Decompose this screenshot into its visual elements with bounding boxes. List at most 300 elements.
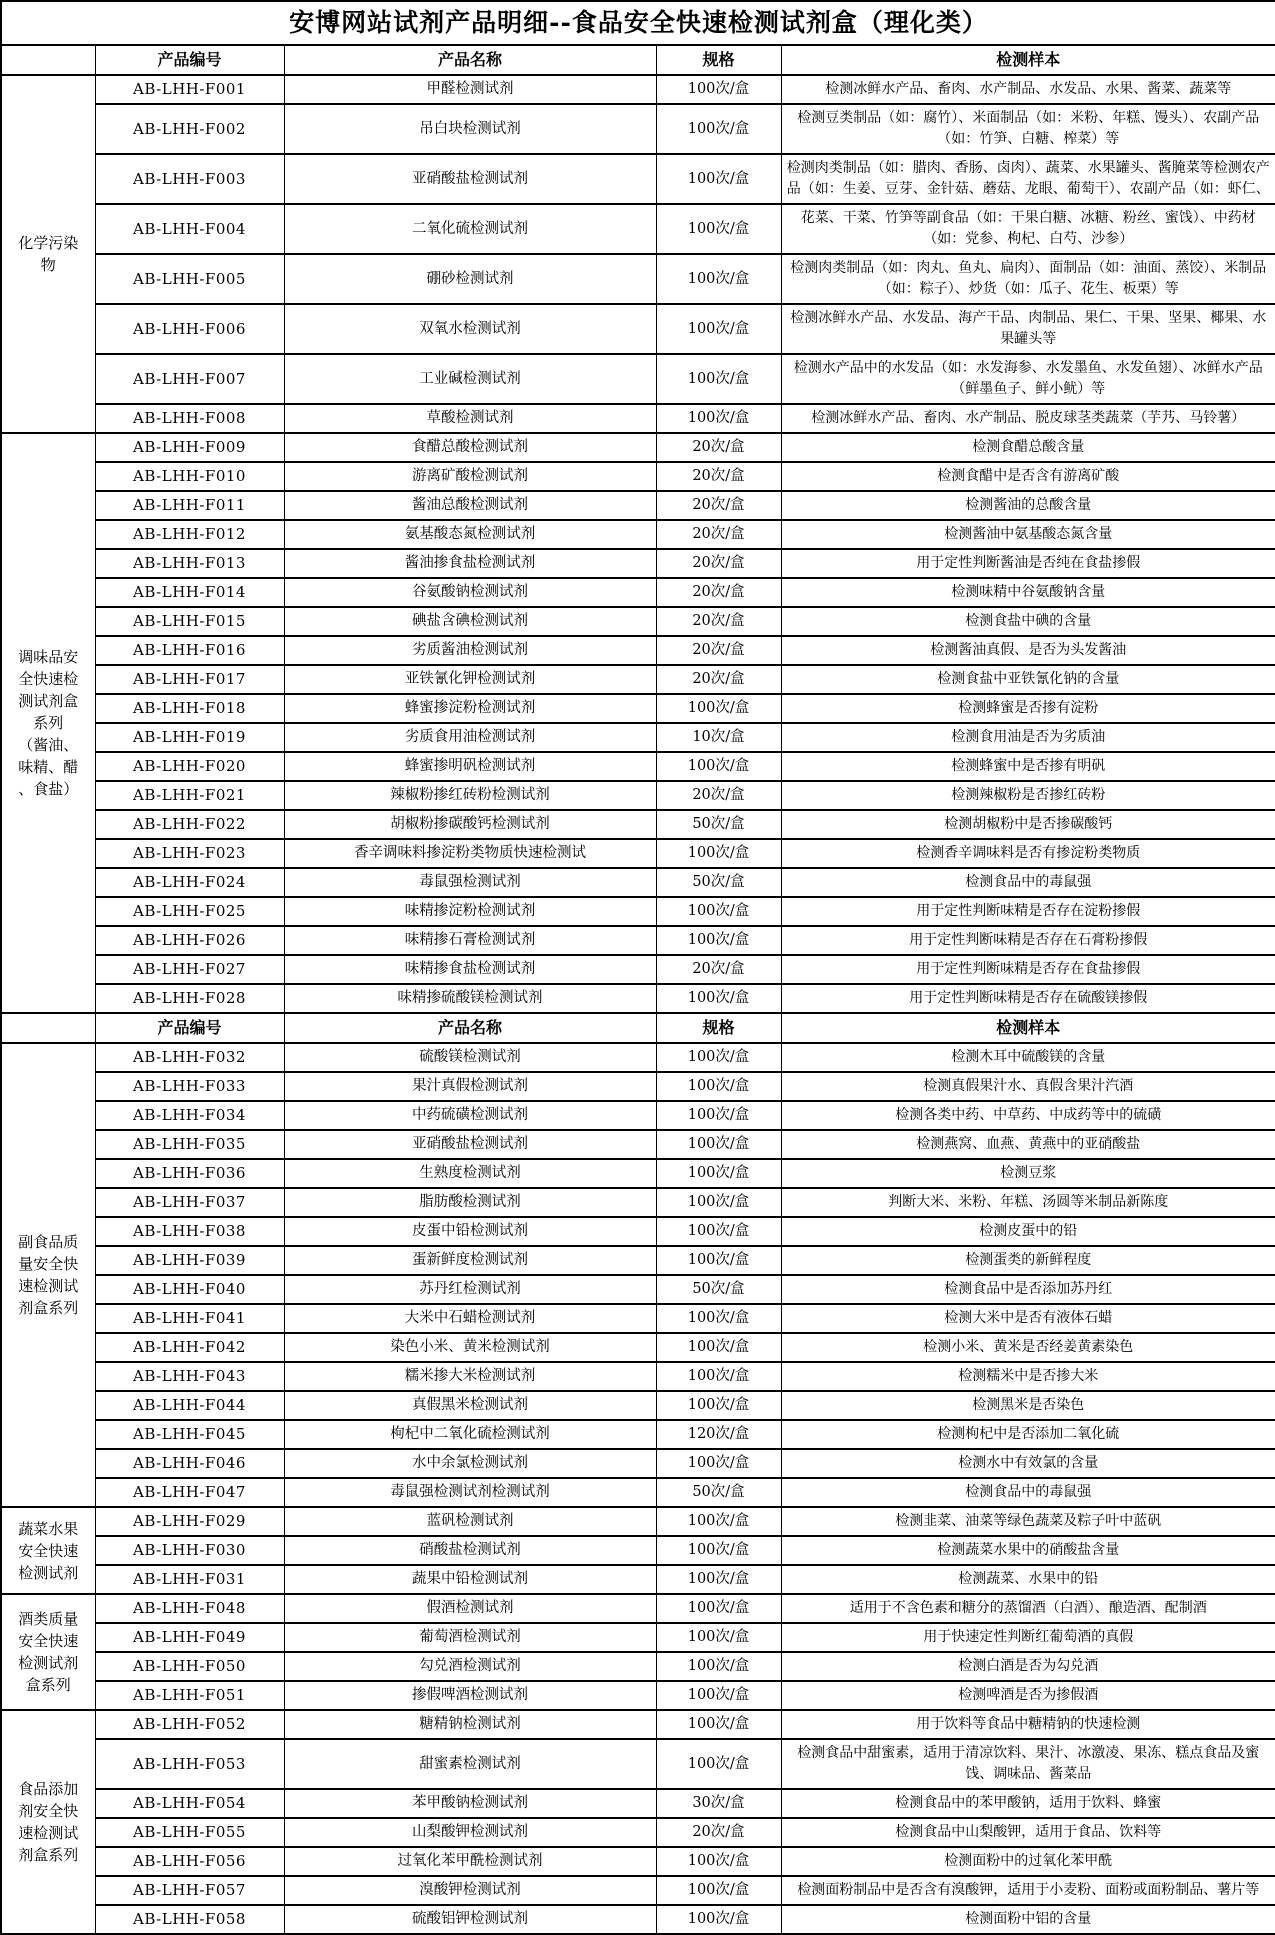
sample-cell: 检测冰鲜水产品、畜肉、水产制品、水发品、水果、酱菜、蔬菜等 [781, 75, 1275, 104]
category-column-header-cell [1, 1013, 95, 1043]
product-code-cell: AB-LHH-F051 [95, 1681, 284, 1710]
column-header-row [1, 45, 1275, 75]
spec-cell: 100次/盒 [656, 1565, 781, 1594]
product-code-cell: AB-LHH-F044 [95, 1391, 284, 1420]
product-code-cell: AB-LHH-F006 [95, 304, 284, 354]
table-row [1, 1710, 1275, 1739]
category-label-line: 食品添加 [18, 1780, 79, 1798]
sample-cell: 检测香辛调味料是否有掺淀粉类物质 [781, 839, 1275, 868]
spec-cell: 100次/盒 [656, 839, 781, 868]
sample-cell: 用于定性判断味精是否存在石膏粉掺假 [781, 926, 1275, 955]
product-code-cell: AB-LHH-F008 [95, 404, 284, 433]
sample-cell: 用于快速定性判断红葡萄酒的真假 [781, 1623, 1275, 1652]
product-name-cell: 游离矿酸检测试剂 [284, 462, 656, 491]
spec-cell: 20次/盒 [656, 520, 781, 549]
table-row [1, 1217, 1275, 1246]
table-row [1, 868, 1275, 897]
table-row [1, 694, 1275, 723]
spec-cell: 100次/盒 [656, 1876, 781, 1905]
column-header-1: 产品名称 [284, 45, 656, 75]
product-code-cell: AB-LHH-F028 [95, 984, 284, 1013]
product-name-cell: 过氧化苯甲酰检测试剂 [284, 1847, 656, 1876]
title-row [1, 1, 1275, 45]
spec-cell: 100次/盒 [656, 1188, 781, 1217]
product-name-cell: 吊白块检测试剂 [284, 104, 656, 154]
spec-cell: 100次/盒 [656, 1304, 781, 1333]
spec-cell: 100次/盒 [656, 926, 781, 955]
sample-cell: 检测水产品中的水发品（如：水发海参、水发墨鱼、水发鱼翅）、冰鲜水产品（鲜墨鱼子、鲜小鱿）等 [781, 354, 1275, 404]
product-code-cell: AB-LHH-F034 [95, 1101, 284, 1130]
product-code-cell: AB-LHH-F043 [95, 1362, 284, 1391]
sample-cell: 检测木耳中硫酸镁的含量 [781, 1043, 1275, 1072]
table-row [1, 1188, 1275, 1217]
product-code-cell: AB-LHH-F045 [95, 1420, 284, 1449]
sample-cell: 检测食品中的毒鼠强 [781, 1478, 1275, 1507]
sample-cell: 检测辣椒粉是否掺红砖粉 [781, 781, 1275, 810]
category-label-line: 化学污染 [18, 234, 79, 252]
sample-cell: 检测蔬菜水果中的硝酸盐含量 [781, 1536, 1275, 1565]
spec-cell: 50次/盒 [656, 1478, 781, 1507]
spec-cell: 100次/盒 [656, 1623, 781, 1652]
spec-cell: 100次/盒 [656, 354, 781, 404]
product-name-cell: 蜂蜜掺明矾检测试剂 [284, 752, 656, 781]
category-label-line: 盒系列 [25, 1676, 71, 1694]
table-row [1, 154, 1275, 204]
table-row [1, 636, 1275, 665]
table-row [1, 810, 1275, 839]
product-name-cell: 硫酸铝钾检测试剂 [284, 1905, 656, 1934]
table-row [1, 520, 1275, 549]
category-column-header-cell [1, 45, 95, 75]
spec-cell: 100次/盒 [656, 1710, 781, 1739]
sample-cell: 检测肉类制品（如：肉丸、鱼丸、扁肉）、面制品（如：油面、蒸饺）、米制品（如：粽子）、炒货（如：瓜子、花生、板栗）等 [781, 254, 1275, 304]
product-code-cell: AB-LHH-F056 [95, 1847, 284, 1876]
table-row [1, 1536, 1275, 1565]
table-row [1, 1449, 1275, 1478]
product-name-cell: 蓝矾检测试剂 [284, 1507, 656, 1536]
product-code-cell: AB-LHH-F037 [95, 1188, 284, 1217]
product-name-cell: 硝酸盐检测试剂 [284, 1536, 656, 1565]
product-name-cell: 糖精钠检测试剂 [284, 1710, 656, 1739]
product-code-cell: AB-LHH-F029 [95, 1507, 284, 1536]
category-label-line: 物 [40, 256, 56, 274]
sample-cell: 检测啤酒是否为掺假酒 [781, 1681, 1275, 1710]
table-row [1, 1333, 1275, 1362]
spec-cell: 100次/盒 [656, 1507, 781, 1536]
sample-cell: 检测韭菜、油菜等绿色蔬菜及粽子叶中蓝矾 [781, 1507, 1275, 1536]
product-name-cell: 酱油掺食盐检测试剂 [284, 549, 656, 578]
spec-cell: 50次/盒 [656, 1275, 781, 1304]
product-name-cell: 山梨酸钾检测试剂 [284, 1818, 656, 1847]
sample-cell: 检测蜂蜜中是否掺有明矾 [781, 752, 1275, 781]
product-code-cell: AB-LHH-F001 [95, 75, 284, 104]
table-row [1, 984, 1275, 1013]
product-code-cell: AB-LHH-F057 [95, 1876, 284, 1905]
sample-cell: 用于定性判断味精是否存在硫酸镁掺假 [781, 984, 1275, 1013]
table-row [1, 1391, 1275, 1420]
table-row [1, 204, 1275, 254]
sample-cell: 检测食品中是否添加苏丹红 [781, 1275, 1275, 1304]
spec-cell: 100次/盒 [656, 1739, 781, 1789]
product-name-cell: 双氧水检测试剂 [284, 304, 656, 354]
category-label-line: （酱油、 [18, 736, 79, 754]
product-name-cell: 劣质食用油检测试剂 [284, 723, 656, 752]
spec-cell: 20次/盒 [656, 1818, 781, 1847]
sample-cell: 用于定性判断味精是否存在淀粉掺假 [781, 897, 1275, 926]
product-name-cell: 碘盐含碘检测试剂 [284, 607, 656, 636]
sample-cell: 检测酱油的总酸含量 [781, 491, 1275, 520]
product-name-cell: 工业碱检测试剂 [284, 354, 656, 404]
category-label-line: 全快速检 [18, 670, 79, 688]
product-code-cell: AB-LHH-F040 [95, 1275, 284, 1304]
product-code-cell: AB-LHH-F007 [95, 354, 284, 404]
table-row [1, 1818, 1275, 1847]
product-name-cell: 胡椒粉掺碳酸钙检测试剂 [284, 810, 656, 839]
product-name-cell: 蜂蜜掺淀粉检测试剂 [284, 694, 656, 723]
product-name-cell: 味精掺淀粉检测试剂 [284, 897, 656, 926]
category-label-line: 速检测试 [18, 1277, 79, 1295]
category-label-line: 剂安全快 [18, 1802, 79, 1820]
spec-cell: 100次/盒 [656, 984, 781, 1013]
spec-cell: 20次/盒 [656, 665, 781, 694]
table-row [1, 1623, 1275, 1652]
product-name-cell: 味精掺石膏检测试剂 [284, 926, 656, 955]
spec-cell: 100次/盒 [656, 1130, 781, 1159]
spec-cell: 20次/盒 [656, 636, 781, 665]
category-label-line: 测试剂盒 [18, 692, 79, 710]
category-label-line: 剂盒系列 [18, 1299, 79, 1317]
product-code-cell: AB-LHH-F058 [95, 1905, 284, 1934]
spec-cell: 100次/盒 [656, 404, 781, 433]
product-code-cell: AB-LHH-F022 [95, 810, 284, 839]
product-name-cell: 染色小米、黄米检测试剂 [284, 1333, 656, 1362]
table-row [1, 752, 1275, 781]
sample-cell: 检测食用油是否为劣质油 [781, 723, 1275, 752]
category-label-line: 量安全快 [18, 1255, 79, 1273]
spec-cell: 100次/盒 [656, 1101, 781, 1130]
product-name-cell: 氨基酸态氮检测试剂 [284, 520, 656, 549]
table-body [1, 1, 1275, 1934]
column-header-3: 检测样本 [781, 1013, 1275, 1043]
table-row [1, 926, 1275, 955]
table-row [1, 433, 1275, 462]
spec-cell: 100次/盒 [656, 204, 781, 254]
table-row [1, 1130, 1275, 1159]
sample-cell: 用于饮料等食品中糖精钠的快速检测 [781, 1710, 1275, 1739]
product-code-cell: AB-LHH-F036 [95, 1159, 284, 1188]
table-row [1, 607, 1275, 636]
product-code-cell: AB-LHH-F014 [95, 578, 284, 607]
product-name-cell: 枸杞中二氧化硫检测试剂 [284, 1420, 656, 1449]
product-code-cell: AB-LHH-F009 [95, 433, 284, 462]
product-code-cell: AB-LHH-F052 [95, 1710, 284, 1739]
category-label-line: 速检测试 [18, 1824, 79, 1842]
table-row [1, 1652, 1275, 1681]
product-code-cell: AB-LHH-F004 [95, 204, 284, 254]
category-cell [1, 1594, 95, 1710]
sample-cell: 检测面粉中的过氧化苯甲酰 [781, 1847, 1275, 1876]
category-cell [1, 1507, 95, 1594]
product-code-cell: AB-LHH-F013 [95, 549, 284, 578]
product-code-cell: AB-LHH-F041 [95, 1304, 284, 1333]
category-cell [1, 1043, 95, 1507]
table-row [1, 1362, 1275, 1391]
product-code-cell: AB-LHH-F054 [95, 1789, 284, 1818]
spec-cell: 100次/盒 [656, 1681, 781, 1710]
product-name-cell: 甜蜜素检测试剂 [284, 1739, 656, 1789]
spec-cell: 50次/盒 [656, 810, 781, 839]
product-code-cell: AB-LHH-F020 [95, 752, 284, 781]
product-name-cell: 硼砂检测试剂 [284, 254, 656, 304]
product-code-cell: AB-LHH-F025 [95, 897, 284, 926]
spec-cell: 100次/盒 [656, 897, 781, 926]
column-header-3: 检测样本 [781, 45, 1275, 75]
product-name-cell: 勾兑酒检测试剂 [284, 1652, 656, 1681]
sample-cell: 用于定性判断酱油是否纯在食盐掺假 [781, 549, 1275, 578]
column-header-1: 产品名称 [284, 1013, 656, 1043]
sample-cell: 检测白酒是否为勾兑酒 [781, 1652, 1275, 1681]
table-row [1, 1159, 1275, 1188]
product-name-cell: 果汁真假检测试剂 [284, 1072, 656, 1101]
spec-cell: 100次/盒 [656, 1652, 781, 1681]
table-row [1, 897, 1275, 926]
table-row [1, 462, 1275, 491]
column-header-0: 产品编号 [95, 45, 284, 75]
category-cell [1, 75, 95, 433]
sample-cell: 检测胡椒粉中是否掺碳酸钙 [781, 810, 1275, 839]
product-name-cell: 糯米掺大米检测试剂 [284, 1362, 656, 1391]
spec-cell: 100次/盒 [656, 304, 781, 354]
product-code-cell: AB-LHH-F021 [95, 781, 284, 810]
category-label-line: 安全快速 [18, 1541, 79, 1560]
category-label-line: 剂盒系列 [18, 1846, 79, 1864]
sample-cell: 检测面粉制品中是否含有溴酸钾，适用于小麦粉、面粉或面粉制品、薯片等 [781, 1876, 1275, 1905]
spec-cell: 100次/盒 [656, 1449, 781, 1478]
spec-cell: 100次/盒 [656, 104, 781, 154]
sample-cell: 检测酱油中氨基酸态氮含量 [781, 520, 1275, 549]
spec-cell: 100次/盒 [656, 154, 781, 204]
product-name-cell: 辣椒粉掺红砖粉检测试剂 [284, 781, 656, 810]
sample-cell: 检测食品中甜蜜素，适用于清凉饮料、果汁、冰激凌、果冻、糕点食品及蜜饯、调味品、酱菜品 [781, 1739, 1275, 1789]
product-code-cell: AB-LHH-F053 [95, 1739, 284, 1789]
sample-cell: 花菜、干菜、竹笋等副食品（如：干果白糖、冰糖、粉丝、蜜饯）、中药材（如：党参、枸杞、白芍、沙参） [781, 204, 1275, 254]
product-code-cell: AB-LHH-F032 [95, 1043, 284, 1072]
product-name-cell: 苏丹红检测试剂 [284, 1275, 656, 1304]
spec-cell: 100次/盒 [656, 1217, 781, 1246]
sample-cell: 检测小米、黄米是否经姜黄素染色 [781, 1333, 1275, 1362]
category-label-line: 副食品质 [18, 1233, 79, 1251]
category-label-line: 安全快速 [18, 1632, 79, 1650]
spec-cell: 20次/盒 [656, 462, 781, 491]
spec-cell: 100次/盒 [656, 1847, 781, 1876]
product-code-cell: AB-LHH-F026 [95, 926, 284, 955]
product-name-cell: 劣质酱油检测试剂 [284, 636, 656, 665]
table-row [1, 1304, 1275, 1333]
product-name-cell: 亚硝酸盐检测试剂 [284, 1130, 656, 1159]
product-code-cell: AB-LHH-F050 [95, 1652, 284, 1681]
sample-cell: 检测豆类制品（如：腐竹）、米面制品（如：米粉、年糕、馒头）、农副产品（如：竹笋、白糖、榨菜）等 [781, 104, 1275, 154]
table-row [1, 1420, 1275, 1449]
table-row [1, 491, 1275, 520]
spec-cell: 20次/盒 [656, 955, 781, 984]
sample-cell: 检测食盐中亚铁氰化钠的含量 [781, 665, 1275, 694]
product-name-cell: 二氧化硫检测试剂 [284, 204, 656, 254]
column-header-2: 规格 [656, 45, 781, 75]
product-name-cell: 谷氨酸钠检测试剂 [284, 578, 656, 607]
spec-cell: 100次/盒 [656, 1391, 781, 1420]
category-cell [1, 433, 95, 1013]
product-code-cell: AB-LHH-F042 [95, 1333, 284, 1362]
product-name-cell: 草酸检测试剂 [284, 404, 656, 433]
category-label-line: 蔬菜水果 [18, 1519, 79, 1538]
spec-cell: 50次/盒 [656, 868, 781, 897]
table-row [1, 1739, 1275, 1789]
product-code-cell: AB-LHH-F030 [95, 1536, 284, 1565]
sample-cell: 检测冰鲜水产品、水发品、海产干品、肉制品、果仁、干果、坚果、椰果、水果罐头等 [781, 304, 1275, 354]
product-code-cell: AB-LHH-F010 [95, 462, 284, 491]
product-code-cell: AB-LHH-F047 [95, 1478, 284, 1507]
sample-cell: 检测水中有效氯的含量 [781, 1449, 1275, 1478]
table-row [1, 955, 1275, 984]
product-name-cell: 亚硝酸盐检测试剂 [284, 154, 656, 204]
sample-cell: 检测蔬菜、水果中的铅 [781, 1565, 1275, 1594]
column-header-0: 产品编号 [95, 1013, 284, 1043]
sample-cell: 检测食醋中是否含有游离矿酸 [781, 462, 1275, 491]
product-code-cell: AB-LHH-F015 [95, 607, 284, 636]
table-row [1, 1101, 1275, 1130]
spec-cell: 100次/盒 [656, 694, 781, 723]
spec-cell: 100次/盒 [656, 1362, 781, 1391]
product-name-cell: 苯甲酸钠检测试剂 [284, 1789, 656, 1818]
table-row [1, 1905, 1275, 1934]
category-label-line: 检测试剂 [18, 1654, 79, 1672]
spec-cell: 100次/盒 [656, 752, 781, 781]
sample-cell: 检测冰鲜水产品、畜肉、水产制品、脱皮球茎类蔬菜（芋艿、马铃薯） [781, 404, 1275, 433]
category-label-line: 、食盐） [18, 780, 79, 798]
spec-cell: 100次/盒 [656, 1333, 781, 1362]
table-row [1, 1681, 1275, 1710]
sample-cell: 检测皮蛋中的铅 [781, 1217, 1275, 1246]
sample-cell: 用于定性判断味精是否存在食盐掺假 [781, 955, 1275, 984]
product-code-cell: AB-LHH-F011 [95, 491, 284, 520]
spec-cell: 20次/盒 [656, 607, 781, 636]
table-row [1, 1847, 1275, 1876]
column-header-row-repeat [1, 1013, 1275, 1043]
product-code-cell: AB-LHH-F031 [95, 1565, 284, 1594]
product-name-cell: 葡萄酒检测试剂 [284, 1623, 656, 1652]
table-row [1, 1275, 1275, 1304]
product-name-cell: 水中余氯检测试剂 [284, 1449, 656, 1478]
product-code-cell: AB-LHH-F024 [95, 868, 284, 897]
table-row [1, 75, 1275, 104]
table-row [1, 1507, 1275, 1536]
spec-cell: 100次/盒 [656, 254, 781, 304]
sample-cell: 检测食品中的毒鼠强 [781, 868, 1275, 897]
product-code-cell: AB-LHH-F049 [95, 1623, 284, 1652]
sample-cell: 检测糯米中是否掺大米 [781, 1362, 1275, 1391]
product-code-cell: AB-LHH-F038 [95, 1217, 284, 1246]
product-code-cell: AB-LHH-F018 [95, 694, 284, 723]
product-code-cell: AB-LHH-F046 [95, 1449, 284, 1478]
product-name-cell: 甲醛检测试剂 [284, 75, 656, 104]
table-row [1, 404, 1275, 433]
category-label-line: 调味品安 [18, 648, 79, 666]
product-code-cell: AB-LHH-F035 [95, 1130, 284, 1159]
product-name-cell: 酱油总酸检测试剂 [284, 491, 656, 520]
product-name-cell: 蛋新鲜度检测试剂 [284, 1246, 656, 1275]
sample-cell: 检测酱油真假、是否为头发酱油 [781, 636, 1275, 665]
product-code-cell: AB-LHH-F033 [95, 1072, 284, 1101]
table-row [1, 1043, 1275, 1072]
product-code-cell: AB-LHH-F023 [95, 839, 284, 868]
table-row [1, 578, 1275, 607]
product-code-cell: AB-LHH-F039 [95, 1246, 284, 1275]
product-code-cell: AB-LHH-F002 [95, 104, 284, 154]
sample-cell: 检测食盐中碘的含量 [781, 607, 1275, 636]
spec-cell: 20次/盒 [656, 781, 781, 810]
sample-cell: 判断大米、米粉、年糕、汤圆等米制品新陈度 [781, 1188, 1275, 1217]
spec-cell: 20次/盒 [656, 433, 781, 462]
table-row [1, 1789, 1275, 1818]
product-code-cell: AB-LHH-F048 [95, 1594, 284, 1623]
spec-cell: 20次/盒 [656, 491, 781, 520]
spec-cell: 100次/盒 [656, 1072, 781, 1101]
sample-cell: 检测豆浆 [781, 1159, 1275, 1188]
table-row [1, 723, 1275, 752]
product-code-cell: AB-LHH-F016 [95, 636, 284, 665]
sample-cell: 检测蜂蜜是否掺有淀粉 [781, 694, 1275, 723]
spec-cell: 100次/盒 [656, 1594, 781, 1623]
spec-cell: 20次/盒 [656, 549, 781, 578]
sample-cell: 检测枸杞中是否添加二氧化硫 [781, 1420, 1275, 1449]
category-label-line: 酒类质量 [18, 1610, 79, 1628]
spec-cell: 100次/盒 [656, 1159, 781, 1188]
product-name-cell: 毒鼠强检测试剂 [284, 868, 656, 897]
product-name-cell: 大米中石蜡检测试剂 [284, 1304, 656, 1333]
product-name-cell: 中药硫磺检测试剂 [284, 1101, 656, 1130]
page-title: 安博网站试剂产品明细--食品安全快速检测试剂盒（理化类） [1, 1, 1275, 45]
table-row [1, 549, 1275, 578]
sample-cell: 检测食品中的苯甲酸钠，适用于饮料、蜂蜜 [781, 1789, 1275, 1818]
spec-cell: 30次/盒 [656, 1789, 781, 1818]
sample-cell: 适用于不含色素和糖分的蒸馏酒（白酒）、酿造酒、配制酒 [781, 1594, 1275, 1623]
table-row [1, 839, 1275, 868]
sample-cell: 检测蛋类的新鲜程度 [781, 1246, 1275, 1275]
sample-cell: 检测大米中是否有液体石蜡 [781, 1304, 1275, 1333]
category-label-line: 系列 [33, 714, 64, 732]
table-row [1, 1565, 1275, 1594]
table-row [1, 1478, 1275, 1507]
product-code-cell: AB-LHH-F055 [95, 1818, 284, 1847]
product-name-cell: 味精掺硫酸镁检测试剂 [284, 984, 656, 1013]
table-row [1, 254, 1275, 304]
spec-cell: 100次/盒 [656, 1536, 781, 1565]
spec-cell: 100次/盒 [656, 1246, 781, 1275]
spec-cell: 100次/盒 [656, 1905, 781, 1934]
product-name-cell: 脂肪酸检测试剂 [284, 1188, 656, 1217]
table-row [1, 781, 1275, 810]
product-name-cell: 香辛调味料掺淀粉类物质快速检测试 [284, 839, 656, 868]
spec-cell: 100次/盒 [656, 1043, 781, 1072]
table-row [1, 1072, 1275, 1101]
sample-cell: 检测各类中药、中草药、中成药等中的硫磺 [781, 1101, 1275, 1130]
spec-cell: 10次/盒 [656, 723, 781, 752]
sample-cell: 检测食醋总酸含量 [781, 433, 1275, 462]
product-code-cell: AB-LHH-F019 [95, 723, 284, 752]
table-row [1, 1246, 1275, 1275]
product-code-cell: AB-LHH-F017 [95, 665, 284, 694]
product-name-cell: 掺假啤酒检测试剂 [284, 1681, 656, 1710]
